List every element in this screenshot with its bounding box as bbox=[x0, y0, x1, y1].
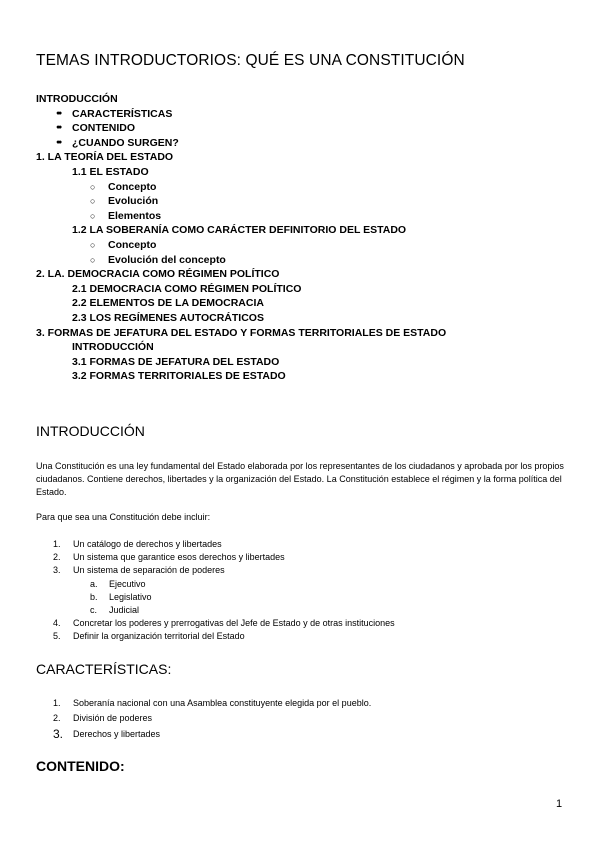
circle-bullet-icon: ○ bbox=[90, 196, 96, 207]
list-item: 1. Un catálogo de derechos y libertades bbox=[53, 539, 222, 549]
list-item: 2. Un sistema que garantice esos derechos y libertades bbox=[53, 552, 285, 563]
circle-bullet-icon: ○ bbox=[90, 181, 96, 192]
circle-bullet-icon: ○ bbox=[90, 254, 96, 265]
list-item: 3. Derechos y libertades bbox=[53, 727, 161, 741]
list-item: 5. Definir la organización territorial del Estado bbox=[53, 631, 245, 642]
toc-item: ● ● CARACTERÍSTICAS bbox=[36, 107, 576, 122]
list-subitem: c. Judicial bbox=[90, 605, 140, 616]
toc-subsection: 1.1 EL ESTADO bbox=[72, 165, 149, 178]
toc-intro: INTRODUCCIÓN bbox=[36, 93, 118, 105]
toc-subsection: 2.3 LOS REGÍMENES AUTOCRÁTICOS bbox=[72, 311, 264, 324]
toc-item: ○ Elementos bbox=[90, 209, 162, 222]
circle-bullet-icon: ○ bbox=[90, 210, 96, 221]
document-title: TEMAS INTRODUCTORIOS: QUÉ ES UNA CONSTITUCIÓN bbox=[36, 52, 465, 69]
toc-item: ○ Evolución del concepto bbox=[90, 253, 226, 266]
table-of-contents bbox=[36, 92, 576, 384]
toc-subsection: 2.1 DEMOCRACIA COMO RÉGIMEN POLÍTICO bbox=[72, 282, 302, 295]
intro-lead: Para que sea una Constitución debe incluir: bbox=[36, 512, 211, 522]
toc-subsection: INTRODUCCIÓN bbox=[72, 341, 154, 354]
intro-list bbox=[36, 538, 564, 644]
caracteristicas-list bbox=[36, 696, 564, 742]
section-heading-introduccion: INTRODUCCIÓN bbox=[36, 423, 145, 439]
toc-item: ○ Concepto bbox=[90, 180, 157, 193]
circle-bullet-icon: ○ bbox=[90, 239, 96, 250]
list-item: 1. Soberanía nacional con una Asamblea constituyente elegida por el pueblo. bbox=[53, 698, 372, 708]
list-item: 2. División de poderes bbox=[53, 713, 153, 723]
list-item: 3. Un sistema de separación de poderes bbox=[53, 565, 225, 576]
intro-paragraph: Una Constitución es una ley fundamental del Estado elaborada por los representantes de los ciudadanos y aprobada por los propios ciudadanos. Contiene derechos, libertades y la organización del Estado. La Constitución establece el régimen y la forma política del Estado. bbox=[36, 461, 564, 497]
list-subitem: a. Ejecutivo bbox=[90, 578, 146, 589]
toc-item: ● ● ¿CUANDO SURGEN? bbox=[36, 136, 576, 151]
toc-subsection: 3.1 FORMAS DE JEFATURA DEL ESTADO bbox=[72, 355, 280, 368]
bullet-icon: ● ● bbox=[56, 124, 61, 132]
toc-subsection: 2.2 ELEMENTOS DE LA DEMOCRACIA bbox=[72, 297, 264, 310]
toc-section-2: 2. LA. DEMOCRACIA COMO RÉGIMEN POLÍTICO bbox=[36, 268, 280, 281]
toc-item: ○ Concepto bbox=[90, 238, 157, 251]
section-heading-caracteristicas: CARACTERÍSTICAS: bbox=[36, 661, 172, 677]
list-subitem: b. Legislativo bbox=[90, 591, 152, 602]
section-heading-contenido: CONTENIDO: bbox=[36, 758, 125, 774]
page-number: 1 bbox=[556, 798, 563, 810]
bullet-icon: ● ● bbox=[56, 109, 61, 117]
toc-item: ○ Evolución bbox=[90, 195, 159, 208]
toc-subsection: 3.2 FORMAS TERRITORIALES DE ESTADO bbox=[72, 370, 286, 383]
toc-item: ● ● CONTENIDO bbox=[36, 121, 576, 136]
toc-section-1: 1. LA TEORÍA DEL ESTADO bbox=[36, 151, 174, 164]
bullet-icon: ● ● bbox=[56, 138, 61, 146]
toc-section-3: 3. FORMAS DE JEFATURA DEL ESTADO Y FORMAS TERRITORIALES DE ESTADO bbox=[36, 326, 447, 339]
list-item: 4. Concretar los poderes y prerrogativas del Jefe de Estado y de otras instituciones bbox=[53, 618, 395, 629]
toc-subsection: 1.2 LA SOBERANÍA COMO CARÁCTER DEFINITORIO DEL ESTADO bbox=[72, 224, 407, 237]
